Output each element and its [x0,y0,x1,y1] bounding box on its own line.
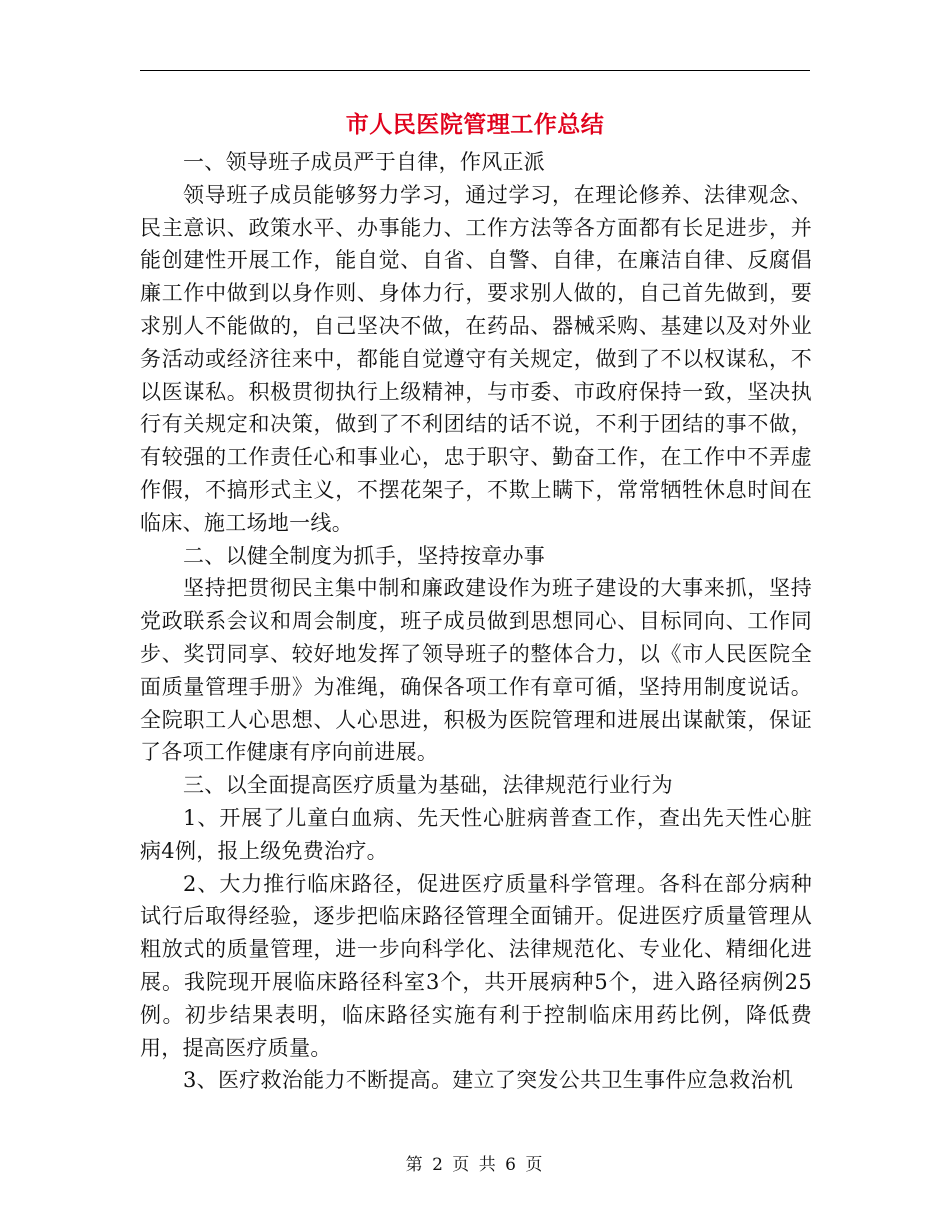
section-heading-3: 三、以全面提高医疗质量为基础，法律规范行业行为 [183,773,673,798]
list-item-3: 3、医疗救治能力不断提高。建立了突发公共卫生事件应急救治机 [183,1068,794,1093]
document-title: 市人民医院管理工作总结 [345,111,605,138]
document-body [140,146,812,1097]
header-rule [140,70,810,71]
list-item-1: 1、开展了儿童白血病、先天性心脏病普查工作，查出先天性心脏病4例，报上级免费治疗。 [140,805,812,863]
section-heading-1: 一、领导班子成员严于自律，作风正派 [183,150,546,174]
body-paragraph: 坚持把贯彻民主集中制和廉政建设作为班子建设的大事来抓，坚持党政联系会议和周会制度，班子成员做到思想同心、目标同向、工作同步、奖罚同享、较好地发挥了领导班子的整体合力，以《市人民医院全面质量管理手册》为准绳，确保各项工作有章可循，坚持用制度说话。全院职工人心思想、人心思进，积极为医院管理和进展出谋献策，保证了各项工作健康有序向前进展。 [140,576,812,765]
page-footer: 第 2 页 共 6 页 [405,1155,545,1175]
body-paragraph: 领导班子成员能够努力学习，通过学习，在理论修养、法律观念、民主意识、政策水平、办事能力、工作方法等各方面都有长足进步，并能创建性开展工作，能自觉、自省、自警、自律，在廉洁自律、反腐倡廉工作中做到以身作则、身体力行，要求别人做的，自己首先做到，要求别人不能做的，自己坚决不做，在药品、器械采购、基建以及对外业务活动或经济往来中，都能自觉遵守有关规定，做到了不以权谋私，不以医谋私。积极贯彻执行上级精神，与市委、市政府保持一致，坚决执行有关规定和决策，做到了不利团结的话不说，不利于团结的事不做，有较强的工作责任心和事业心，忠于职守、勤奋工作，在工作中不弄虚作假，不搞形式主义，不摆花架子，不欺上瞒下，常常牺牲休息时间在临床、施工场地一线。 [140,182,812,535]
list-item-2: 2、大力推行临床路径，促进医疗质量科学管理。各科在部分病种试行后取得经验，逐步把临床路径管理全面铺开。促进医疗质量管理从粗放式的质量管理，进一步向科学化、法律规范化、专业化、精细化进展。我院现开展临床路径科室3个，共开展病种5个，进入路径病例25例。初步结果表明，临床路径实施有利于控制临床用药比例，降低费用，提高医疗质量。 [140,871,812,1060]
section-heading-2: 二、以健全制度为抓手，坚持按章办事 [183,543,546,568]
